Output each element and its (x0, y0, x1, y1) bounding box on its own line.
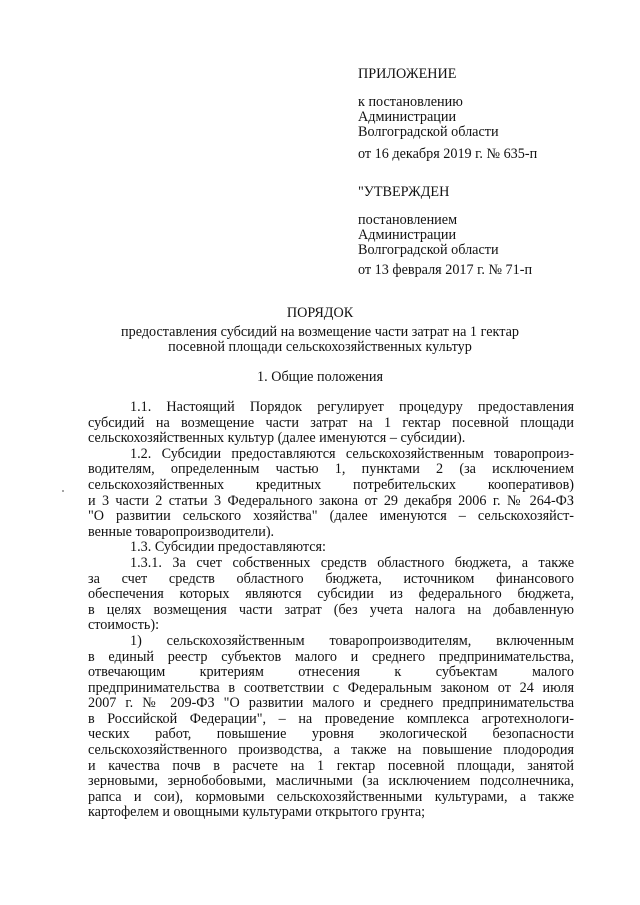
appendix-line: Администрации (358, 109, 457, 125)
text-line: и 3 части 2 статьи 3 Федерального закона от 29 декабря 2006 г. № 264-ФЗ (88, 492, 574, 509)
approved-reference (358, 213, 499, 258)
approved-line: Волгоградской области (358, 242, 499, 258)
subtitle-line: посевной площади сельскохозяйственных культур (168, 339, 472, 355)
text-line: за счет средств областного бюджета, источником финансового (88, 570, 574, 587)
approved-heading (358, 185, 449, 200)
text-line: водителям, определенным частью 1, пунктами 2 (за исключением (88, 461, 574, 478)
text-line: обеспечения которых являются субсидии из федерального бюджета, (88, 586, 574, 603)
text-line: 1) сельскохозяйственным товаропроизводителям, включенным (130, 632, 574, 649)
paragraph-1-3 (88, 540, 574, 556)
text-line: сельскохозяйственного производства, а также на повышение плодородия (88, 742, 574, 759)
text-line: стоимость): (88, 617, 160, 634)
text-line: в целях возмещения части затрат (без учета налога на добавленную (88, 601, 574, 618)
approved-date (358, 263, 532, 278)
text-line: 1.3. Субсидии предоставляются: (130, 539, 326, 556)
text-line: сельскохозяйственных кредитных потребительских кооперативов) (88, 476, 574, 493)
appendix-reference (358, 95, 499, 140)
approved-label: "УТВЕРЖДЕН (358, 184, 450, 200)
subtitle-line: предоставления субсидий на возмещение части затрат на 1 гектар (121, 324, 519, 340)
text-line: зерновыми, зернобобовыми, масличными (за исключением подсолнечника, (88, 773, 574, 790)
text-line: 1.2. Субсидии предоставляются сельскохозяйственным товаропроиз- (130, 445, 574, 462)
scan-speck (62, 490, 64, 492)
appendix-date-text: от 16 декабря 2019 г. № 635-п (358, 146, 538, 162)
text-line: 2007 г. № 209-ФЗ "О развитии малого и среднего предпринимательства (88, 695, 574, 712)
approved-date-text: от 13 февраля 2017 г. № 71-п (358, 262, 533, 278)
text-line: в единый реестр субъектов малого и среднего предпринимательства, (88, 648, 574, 665)
text-line: субсидий на возмещение части затрат на 1 гектар посевной площади (88, 414, 574, 431)
text-line: 1.1. Настоящий Порядок регулирует процедуру предоставления (130, 399, 574, 415)
text-line: в Российской Федерации", – на проведение комплекса агротехнологи- (88, 710, 574, 727)
paragraph-item-1 (88, 634, 574, 821)
approved-line: постановлением (358, 212, 458, 228)
text-line: картофелем и овощными культурами открытого грунта; (88, 804, 426, 821)
paragraph-1-2 (88, 447, 574, 541)
document-body (88, 400, 574, 821)
text-line: и качества почв в расчете на 1 гектар посевной площади, занятой (88, 757, 574, 774)
appendix-line: к постановлению (358, 94, 463, 110)
text-line: венные товаропроизводители). (88, 523, 275, 540)
appendix-line: Волгоградской области (358, 124, 499, 140)
paragraph-1-3-1 (88, 556, 574, 634)
document-title: ПОРЯДОК (286, 305, 354, 321)
appendix-date (358, 147, 537, 162)
section-title: 1. Общие положения (257, 369, 383, 385)
text-line: 1.3.1. За счет собственных средств областного бюджета, а также (130, 554, 574, 571)
approved-line: Администрации (358, 227, 457, 243)
text-line: ческих работ, повышение уровня экологической безопасности (88, 726, 574, 743)
text-line: рапса и сои), кормовыми сельскохозяйственными культурами, а также (88, 788, 574, 805)
text-line: предпринимательства в соответствии с Федеральным законом от 24 июля (88, 679, 574, 696)
text-line: "О развитии сельского хозяйства" (далее именуются – сельскохозяйст- (88, 508, 574, 525)
document-subtitle (0, 325, 640, 355)
text-line: сельскохозяйственных культур (далее именуются – субсидии). (88, 430, 466, 447)
paragraph-1-1 (88, 400, 574, 447)
appendix-label: ПРИЛОЖЕНИЕ (358, 66, 457, 82)
text-line: отвечающим критериям отнесения к субъектам малого (88, 664, 574, 681)
appendix-heading (358, 67, 456, 82)
